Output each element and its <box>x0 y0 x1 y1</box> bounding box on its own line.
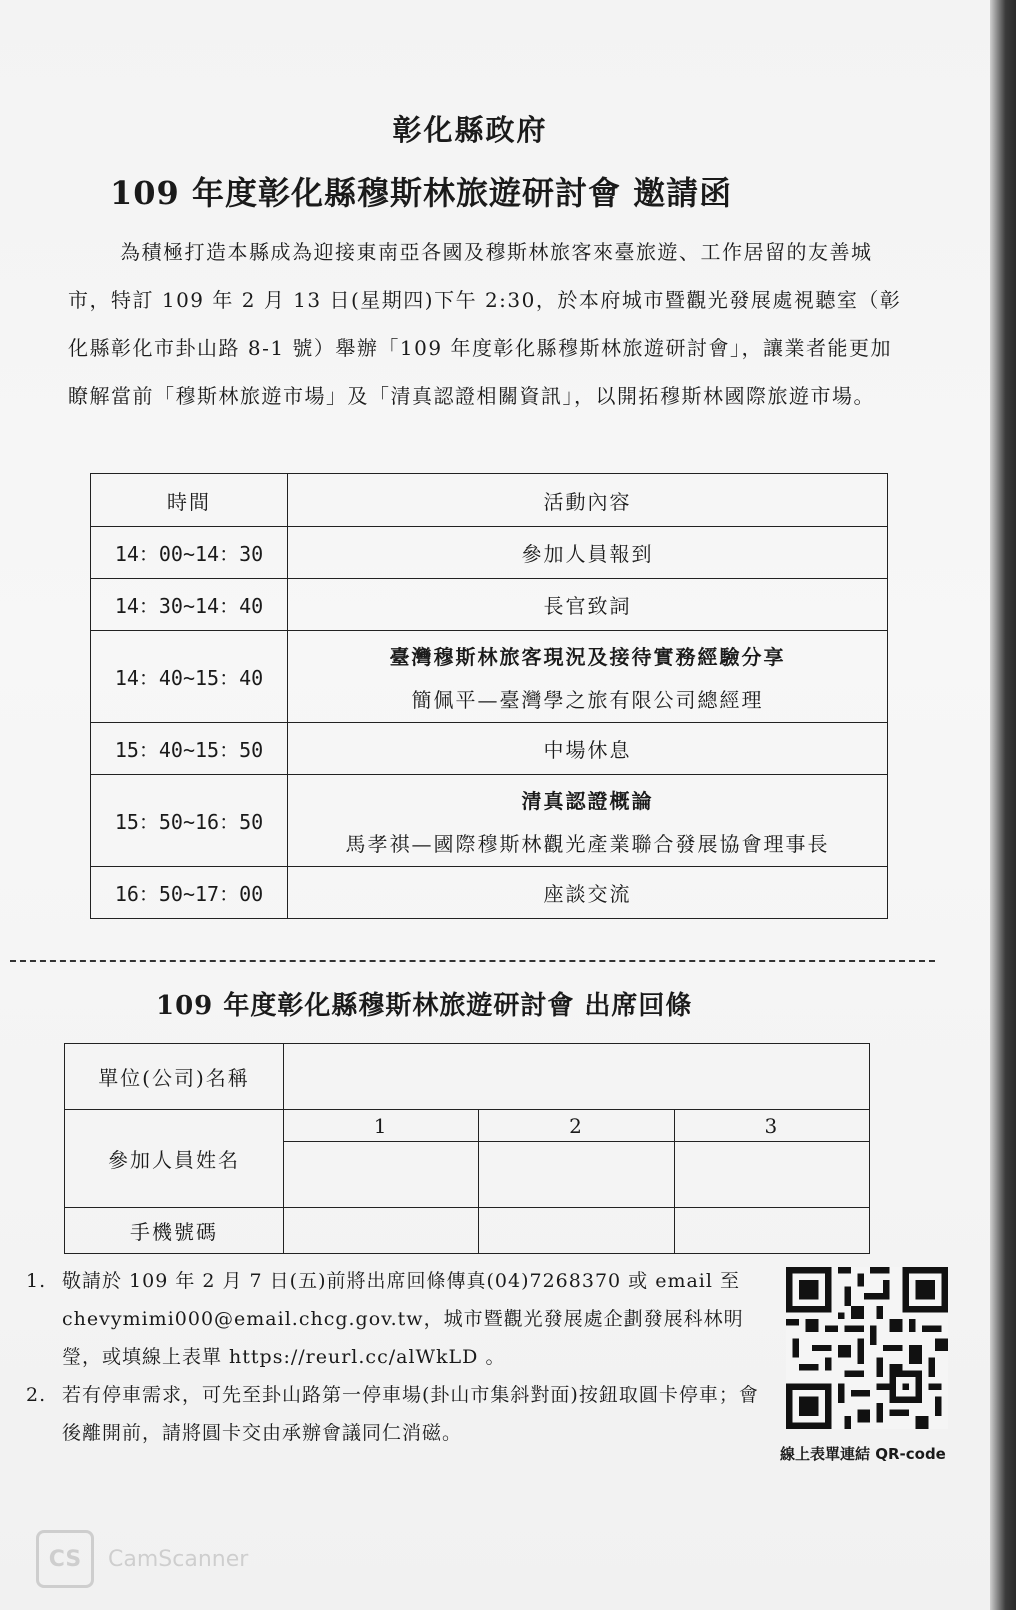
phone-label: 手機號碼 <box>65 1208 284 1254</box>
note-number: 2. <box>26 1384 47 1406</box>
note-item <box>26 1262 766 1376</box>
background-edge <box>990 0 1016 1610</box>
reply-form-table <box>64 1043 870 1254</box>
schedule-header-content: 活動內容 <box>288 474 888 527</box>
schedule-activity <box>288 631 888 723</box>
schedule-row <box>91 631 888 723</box>
schedule-time: 15：40~15：50 <box>91 723 288 775</box>
attendee-column-3: 3 <box>674 1110 869 1142</box>
attendee-name-field-2[interactable] <box>479 1142 674 1208</box>
session-title: 臺灣穆斯林旅客現況及接待實務經驗分享 <box>389 644 786 669</box>
session-title: 清真認證概論 <box>521 788 654 813</box>
cut-line <box>10 960 935 962</box>
schedule-row <box>91 723 888 775</box>
camscanner-logo-icon: CS <box>36 1530 94 1588</box>
schedule-activity: 中場休息 <box>288 723 888 775</box>
schedule-time: 15：50~16：50 <box>91 775 288 867</box>
unit-name-field[interactable] <box>284 1044 870 1110</box>
session-speaker: 簡佩平—臺灣學之旅有限公司總經理 <box>411 687 764 712</box>
schedule-table <box>90 473 888 919</box>
attendee-name-field-3[interactable] <box>674 1142 869 1208</box>
schedule-time: 14：30~14：40 <box>91 579 288 631</box>
schedule-row <box>91 579 888 631</box>
qr-caption: 線上表單連結 QR-code <box>780 1445 946 1463</box>
intro-paragraph: 為積極打造本縣成為迎接東南亞各國及穆斯林旅客來臺旅遊、工作居留的友善城市，特訂 109 年 2 月 13 日(星期四)下午 2:30，於本府城市暨觀光發展處視聽室（彰化縣彰化市卦山路 8-1 號）舉辦「109 年度彰化縣穆斯林旅遊研討會」，讓業者能更加瞭解當前「穆斯林旅遊市場」及「清真認證相關資訊」，以開拓穆斯林國際旅遊市場。 <box>68 240 902 408</box>
phone-field-1[interactable] <box>284 1208 479 1254</box>
reply-form-title: 109 年度彰化縣穆斯林旅遊研討會 出席回條 <box>156 991 693 1021</box>
attendee-column-2: 2 <box>479 1110 674 1142</box>
note-text: 若有停車需求，可先至卦山路第一停車場(卦山市集斜對面)按鈕取圓卡停車；會後離開前，請將圓卡交由承辦會議同仁消磁。 <box>62 1384 759 1444</box>
schedule-header-time: 時間 <box>91 474 288 527</box>
scanner-watermark <box>36 1530 248 1588</box>
schedule-time: 16：50~17：00 <box>91 867 288 919</box>
attendee-name-field-1[interactable] <box>284 1142 479 1208</box>
schedule-activity: 座談交流 <box>288 867 888 919</box>
phone-field-3[interactable] <box>674 1208 869 1254</box>
schedule-time: 14：40~15：40 <box>91 631 288 723</box>
attendee-name-label: 參加人員姓名 <box>65 1110 284 1208</box>
attendee-column-1: 1 <box>284 1110 479 1142</box>
schedule-row <box>91 527 888 579</box>
schedule-activity <box>288 775 888 867</box>
organization-title: 彰化縣政府 <box>392 113 548 147</box>
watermark-text: CamScanner <box>108 1546 249 1572</box>
qr-code-icon[interactable] <box>786 1267 948 1429</box>
invitation-title: 109 年度彰化縣穆斯林旅遊研討會 邀請函 <box>110 174 733 212</box>
schedule-row <box>91 867 888 919</box>
schedule-activity: 參加人員報到 <box>288 527 888 579</box>
note-text: 敬請於 109 年 2 月 7 日(五)前將出席回條傳真(04)7268370 或 email 至 chevymimi000@email.chcg.gov.tw，城市暨觀光發展處企劃發展科林明瑩，或填線上表單 https://reurl.cc/alWkLD 。 <box>62 1270 744 1368</box>
phone-field-2[interactable] <box>479 1208 674 1254</box>
schedule-time: 14：00~14：30 <box>91 527 288 579</box>
schedule-activity: 長官致詞 <box>288 579 888 631</box>
notes-list <box>26 1262 766 1452</box>
note-item <box>26 1376 766 1452</box>
unit-name-label: 單位(公司)名稱 <box>65 1044 284 1110</box>
session-speaker: 馬孝祺—國際穆斯林觀光產業聯合發展協會理事長 <box>345 831 830 856</box>
schedule-row <box>91 775 888 867</box>
note-number: 1. <box>26 1270 47 1292</box>
